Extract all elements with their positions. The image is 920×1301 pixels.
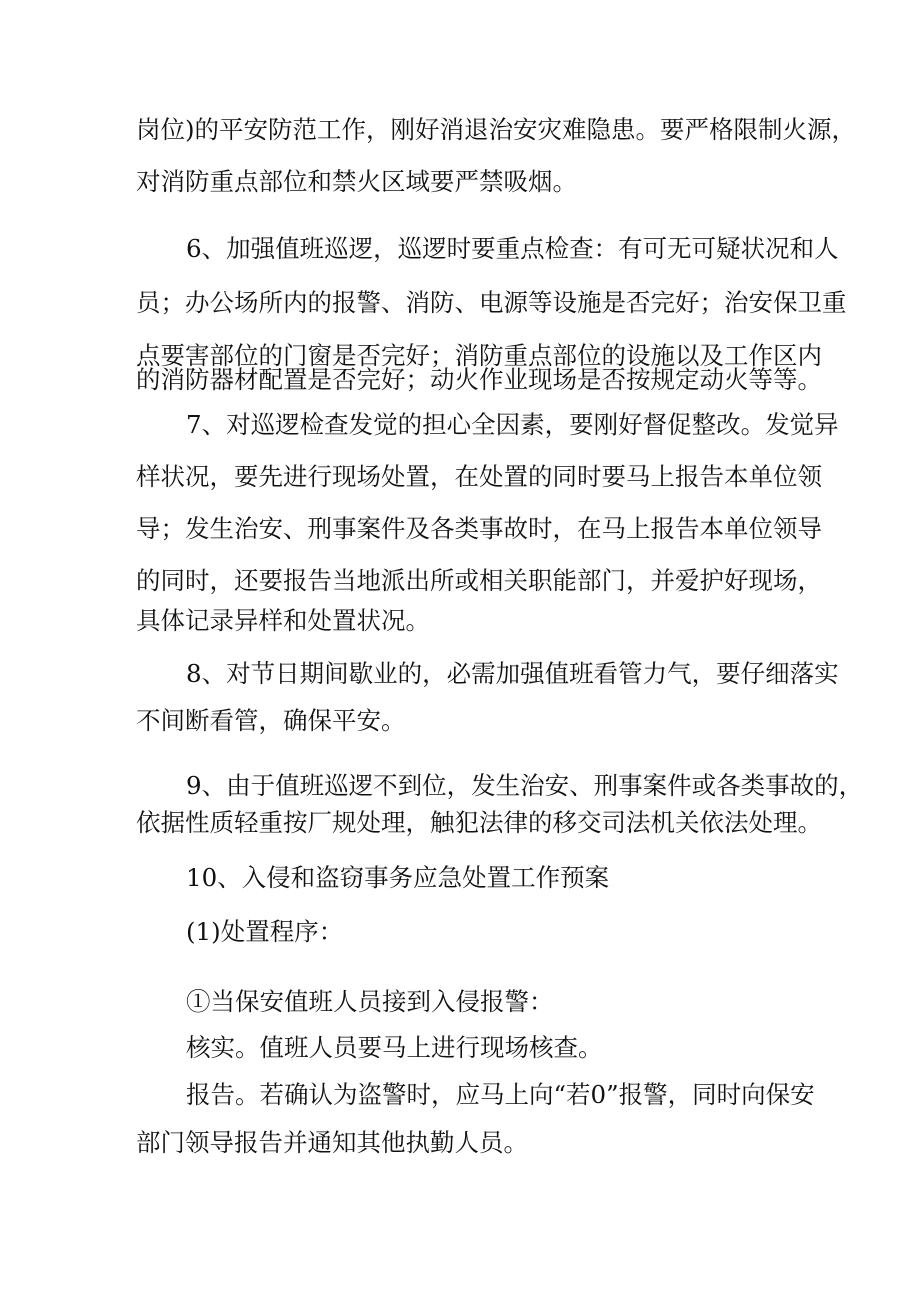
paragraph-line: 9、由于值班巡逻不到位，发生治安、刑事案件或各类事故的， <box>186 771 864 800</box>
paragraph-line: 对消防重点部位和禁火区域要严禁吸烟。 <box>136 167 577 196</box>
paragraph-line: 员；办公场所内的报警、消防、电源等设施是否完好；治安保卫重 <box>136 288 847 317</box>
paragraph-line: 依据性质轻重按厂规处理，触犯法律的移交司法机关依法处理。 <box>136 808 822 837</box>
paragraph-line: ①当保安值班人员接到入侵报警： <box>186 987 554 1016</box>
paragraph-line: 6、加强值班巡逻，巡逻时要重点检查：有可无可疑状况和人 <box>186 234 839 263</box>
paragraph-line: 具体记录异样和处置状况。 <box>136 606 430 635</box>
paragraph-line: 报告。若确认为盗警时，应马上向“若0”报警，同时向保安 <box>186 1080 815 1109</box>
paragraph-line: 部门领导报告并通知其他执勤人员。 <box>136 1128 528 1157</box>
paragraph-line: 7、对巡逻检查发觉的担心全因素，要刚好督促整改。发觉异 <box>186 410 839 439</box>
paragraph-line: 的消防器材配置是否完好；动火作业现场是否按规定动火等等。 <box>136 365 822 394</box>
paragraph-line: 8、对节日期间歇业的，必需加强值班看管力气，要仔细落实 <box>186 659 839 688</box>
paragraph-line: 不间断看管，确保平安。 <box>136 706 406 735</box>
paragraph-line: 导；发生治安、刑事案件及各类事故时，在马上报告本单位领导 <box>136 514 822 543</box>
section-heading: 10、入侵和盗窃事务应急处置工作预案 <box>186 863 610 892</box>
paragraph-line: 的同时，还要报告当地派出所或相关职能部门，并爱护好现场， <box>136 566 822 595</box>
paragraph-line: 点要害部位的门窗是否完好；消防重点部位的设施以及工作区内 <box>136 341 822 370</box>
subsection-heading: (1)处置程序： <box>186 917 344 946</box>
paragraph-line: 岗位)的平安防范工作，刚好消退治安灾难隐患。要严格限制火源， <box>136 115 857 144</box>
paragraph-line: 核实。值班人员要马上进行现场核查。 <box>186 1033 603 1062</box>
paragraph-line: 样状况，要先进行现场处置，在处置的同时要马上报告本单位领 <box>136 462 822 491</box>
